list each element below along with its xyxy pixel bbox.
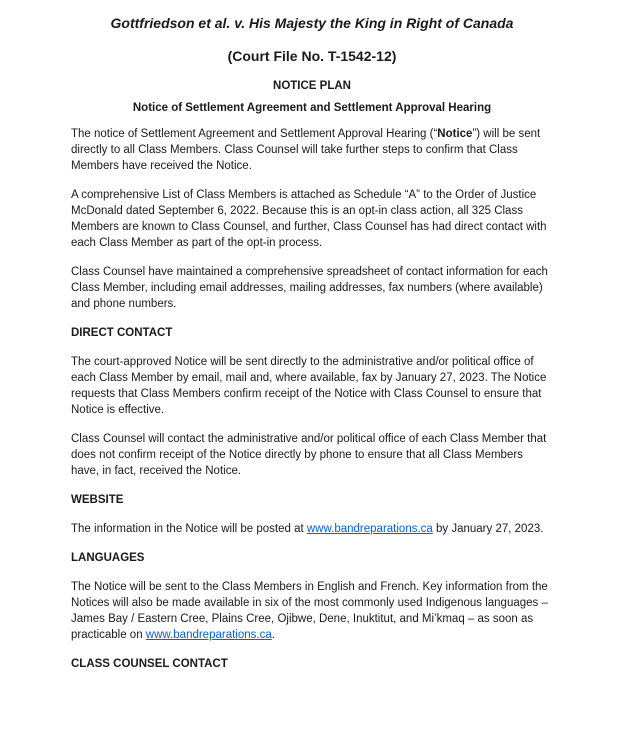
- bandreparations-link[interactable]: www.bandreparations.ca: [306, 523, 433, 535]
- text-segment: The Notice will be sent to the Class Members in English and French. Key information from the Notices will also be made available in six of the most commonly used Indigenous languages – James Bay / Eastern Cree, Plains Cree, Ojibwe, Dene, Inuktitut, and Mi’kmaq – as soon as practicable on: [71, 581, 548, 641]
- notice-plan-title: NOTICE PLAN: [273, 80, 351, 92]
- text-segment: The information in the Notice will be posted at: [71, 523, 307, 535]
- heading-direct-contact: DIRECT CONTACT: [71, 327, 173, 339]
- paragraph-notice-intro: [71, 126, 553, 174]
- heading-languages: LANGUAGES: [71, 552, 145, 564]
- notice-subtitle: Notice of Settlement Agreement and Settlement Approval Hearing: [132, 102, 492, 114]
- court-file-number: (Court File No. T-1542-12): [227, 48, 397, 64]
- text-segment: .: [271, 629, 275, 641]
- notice-defined-term: Notice: [437, 128, 473, 140]
- text-segment: ”) will be sent directly to all Class Members. Class Counsel will take further steps to confirm that Class Members have received the Notice.: [71, 128, 541, 172]
- paragraph-class-member-list: A comprehensive List of Class Members is attached as Schedule “A” to the Order of Justice McDonald dated September 6, 2022. Because this is an opt-in class action, all 325 Class Members are known to Class Counsel, and further, Class Counsel has had direct contact with each Class Member as part of the opt-in process.: [71, 189, 547, 249]
- bandreparations-link[interactable]: www.bandreparations.ca: [145, 629, 272, 641]
- text-segment: The notice of Settlement Agreement and Settlement Approval Hearing (“: [71, 128, 438, 140]
- paragraph-phone-followup: Class Counsel will contact the administrative and/or political office of each Class Member that does not confirm receipt of the Notice directly by phone to ensure that all Class Members have, in fact, received the Notice.: [71, 433, 547, 477]
- case-title: Gottfriedson et al. v. His Majesty the King in Right of Canada: [110, 15, 514, 31]
- paragraph-court-approved-notice: The court-approved Notice will be sent directly to the administrative and/or political office of each Class Member by email, mail and, where available, fax by January 27, 2023. The Notice requests that Class Members confirm receipt of the Notice with Class Counsel to ensure that Notice is effective.: [71, 356, 547, 416]
- text-segment: by January 27, 2023.: [432, 523, 544, 535]
- heading-class-counsel-contact: CLASS COUNSEL CONTACT: [71, 658, 228, 670]
- paragraph-contact-spreadsheet: Class Counsel have maintained a comprehensive spreadsheet of contact information for each Class Member, including email addresses, mailing addresses, fax numbers (where available) and phone numbers.: [71, 266, 548, 310]
- paragraph-languages: [71, 579, 553, 643]
- heading-website: WEBSITE: [71, 494, 124, 506]
- paragraph-website: [71, 521, 553, 537]
